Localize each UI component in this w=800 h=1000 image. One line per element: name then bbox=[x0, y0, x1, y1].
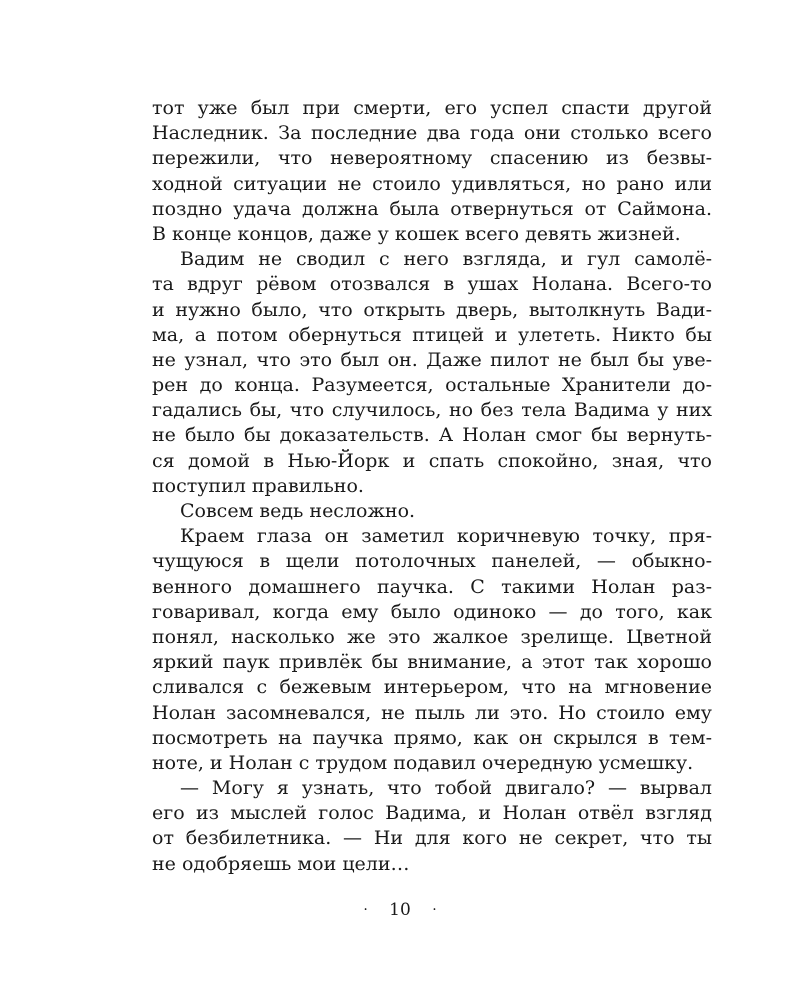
text-line: поздно удача должна была отвернуться от Саймона. bbox=[152, 197, 712, 220]
text-line: Краем глаза он заметил коричневую точку, пря- bbox=[180, 525, 712, 548]
text-line: не было бы доказательств. А Нолан смог бы вернуть- bbox=[152, 424, 712, 447]
footer-dot-left: · bbox=[363, 902, 368, 918]
text-line: тот уже был при смерти, его успел спасти другой bbox=[152, 97, 712, 119]
text-line: говаривал, когда ему было одиноко — до того, как bbox=[152, 600, 712, 623]
text-line: не узнал, что это был он. Даже пилот не был бы уве- bbox=[152, 348, 712, 371]
text-line: рен до конца. Разумеется, остальные Хранители до- bbox=[152, 374, 712, 397]
text-line: ноте, и Нолан с трудом подавил очередную усмешку. bbox=[152, 751, 694, 774]
text-line: пережили, что невероятному спасению из безвы- bbox=[152, 147, 712, 170]
text-line: В конце концов, даже у кошек всего девять жизней. bbox=[152, 222, 681, 245]
text-line: и нужно было, что открыть дверь, вытолкнуть Вади- bbox=[152, 298, 712, 321]
text-line: яркий паук привлёк бы внимание, а этот так хорошо bbox=[152, 651, 712, 674]
text-line: гадались бы, что случилось, но без тела Вадима у них bbox=[152, 399, 712, 422]
text-line: не одобряешь мои цели… bbox=[152, 852, 410, 875]
text-line: чущуюся в щели потолочных панелей, — обыкно- bbox=[152, 550, 712, 573]
text-line: сливался с бежевым интерьером, что на мгновение bbox=[152, 676, 712, 699]
text-line: Наследник. За последние два года они столько всего bbox=[152, 122, 712, 145]
text-line: ходной ситуации не стоило удивляться, но рано или bbox=[152, 172, 712, 195]
page-footer bbox=[0, 898, 800, 922]
text-line: понял, насколько же это жалкое зрелище. Цветной bbox=[152, 625, 712, 648]
text-line: — Могу я узнать, что тобой двигало? — вырвал bbox=[180, 777, 712, 800]
text-line: та вдруг рёвом отозвался в ушах Нолана. Всего-то bbox=[152, 273, 712, 296]
text-line: поступил правильно. bbox=[152, 474, 364, 497]
text-line: от безбилетника. — Ни для кого не секрет, что ты bbox=[152, 827, 712, 850]
text-line: его из мыслей голос Вадима, и Нолан отвёл взгляд bbox=[152, 802, 712, 825]
text-line: Вадим не сводил с него взгляда, и гул самолё- bbox=[180, 248, 712, 271]
footer-dot-right: · bbox=[432, 902, 437, 918]
text-line: Нолан засомневался, не пыль ли это. Но стоило ему bbox=[152, 701, 712, 724]
text-line: посмотреть на паучка прямо, как он скрылся в тем- bbox=[152, 726, 712, 749]
text-line: Совсем ведь несложно. bbox=[180, 500, 416, 522]
text-line: венного домашнего паучка. С такими Нолан раз- bbox=[152, 575, 712, 598]
page-text bbox=[152, 96, 712, 877]
text-line: ся домой в Нью-Йорк и спать спокойно, зная, что bbox=[152, 449, 712, 472]
page-number: 10 bbox=[389, 900, 411, 920]
text-line: ма, а потом обернуться птицей и улететь. Никто бы bbox=[152, 323, 712, 346]
